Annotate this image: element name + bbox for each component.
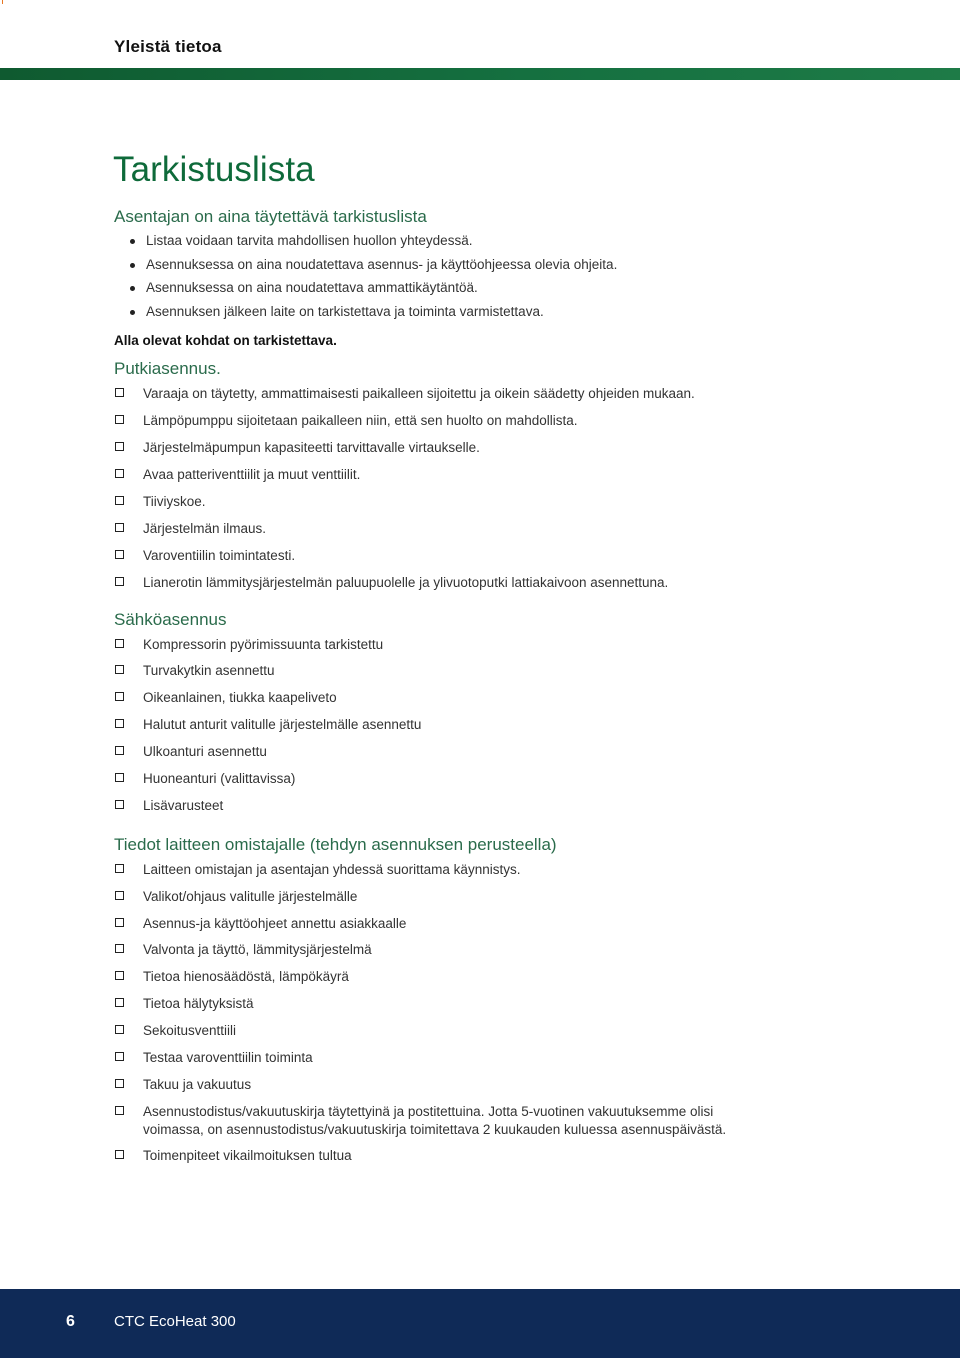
- page-footer: [0, 1289, 960, 1358]
- list-item: Asennuksen jälkeen laite on tarkistettava ja toiminta varmistettava.: [114, 300, 874, 324]
- checklist-item-label: Avaa patteriventtiilit ja muut venttiilit.: [143, 467, 361, 483]
- page-title: Tarkistuslista: [113, 150, 315, 189]
- checkbox-icon[interactable]: [115, 773, 124, 782]
- checklist-item[interactable]: [114, 1045, 874, 1072]
- checklist-item[interactable]: [114, 381, 874, 408]
- checklist-item[interactable]: [114, 739, 874, 766]
- checkbox-icon[interactable]: [115, 1052, 124, 1061]
- checklist-item[interactable]: [114, 911, 874, 938]
- checkbox-icon[interactable]: [115, 577, 124, 586]
- checkbox-icon[interactable]: [115, 639, 124, 648]
- installer-bullet-list: [114, 229, 874, 323]
- checkbox-icon[interactable]: [115, 388, 124, 397]
- list-item: Listaa voidaan tarvita mahdollisen huollon yhteydessä.: [114, 229, 874, 253]
- checkbox-icon[interactable]: [115, 998, 124, 1007]
- checklist-item-label: Turvakytkin asennettu: [143, 663, 275, 679]
- checklist-item[interactable]: [114, 658, 874, 685]
- checklist-item[interactable]: [114, 489, 874, 516]
- list-item: Asennuksessa on aina noudatettava asennus- ja käyttöohjeessa olevia ohjeita.: [114, 253, 874, 277]
- checklist-item-label: Lianerotin lämmitysjärjestelmän paluupuolelle ja ylivuotoputki lattiakaivoon asennettuna.: [143, 574, 669, 590]
- header-bar: [0, 68, 960, 80]
- checkbox-icon[interactable]: [115, 496, 124, 505]
- checklist-item[interactable]: [114, 712, 874, 739]
- checkbox-icon[interactable]: [115, 746, 124, 755]
- checklist-item[interactable]: [114, 937, 874, 964]
- owner-checklist: [114, 857, 874, 1170]
- checklist-item[interactable]: [114, 632, 874, 659]
- page-number: 6: [66, 1313, 75, 1330]
- checkbox-icon[interactable]: [115, 415, 124, 424]
- checkbox-icon[interactable]: [115, 442, 124, 451]
- checklist-item[interactable]: [114, 1099, 874, 1143]
- checkbox-icon[interactable]: [115, 800, 124, 809]
- checklist-item-label: Ulkoanturi asennettu: [143, 744, 267, 760]
- checklist-item-label: Varoventiilin toimintatesti.: [143, 547, 296, 563]
- checkbox-icon[interactable]: [115, 692, 124, 701]
- checklist-item[interactable]: [114, 884, 874, 911]
- checklist-item-label: Testaa varoventtiilin toiminta: [143, 1049, 313, 1065]
- checklist-item[interactable]: [114, 857, 874, 884]
- checklist-item-label: Varaaja on täytetty, ammattimaisesti paikalleen sijoitettu ja oikein säädetty ohjeiden mukaan.: [143, 386, 695, 402]
- checkbox-icon[interactable]: [115, 1106, 124, 1115]
- plumbing-section-title: Putkiasennus.: [114, 359, 221, 379]
- checklist-item[interactable]: [114, 408, 874, 435]
- installer-section-title: Asentajan on aina täytettävä tarkistuslista: [114, 207, 427, 226]
- checkbox-icon[interactable]: [115, 944, 124, 953]
- checkbox-icon[interactable]: [115, 864, 124, 873]
- checklist-item[interactable]: [114, 435, 874, 462]
- checklist-item-label: Tiiviyskoe.: [143, 493, 206, 509]
- check-note: Alla olevat kohdat on tarkistettava.: [114, 333, 337, 349]
- checklist-item[interactable]: [114, 462, 874, 489]
- checklist-item-label: Oikeanlainen, tiukka kaapeliveto: [143, 690, 337, 706]
- checklist-item-label: Takuu ja vakuutus: [143, 1076, 252, 1092]
- product-name: CTC EcoHeat 300: [114, 1313, 236, 1330]
- checkbox-icon[interactable]: [115, 1150, 124, 1159]
- checkbox-icon[interactable]: [115, 523, 124, 532]
- checklist-item[interactable]: [114, 570, 874, 597]
- checklist-item-label: Asennus-ja käyttöohjeet annettu asiakkaalle: [143, 915, 407, 931]
- checklist-content: [114, 205, 874, 1170]
- owner-section-title: Tiedot laitteen omistajalle (tehdyn asennuksen perusteella): [114, 834, 557, 854]
- checklist-item-label: Lisävarusteet: [143, 797, 224, 813]
- checklist-item-label: Sekoitusventtiili: [143, 1023, 237, 1039]
- checklist-item[interactable]: [114, 793, 874, 820]
- checklist-item-label: Kompressorin pyörimissuunta tarkistettu: [143, 636, 384, 652]
- electrical-section-title: Sähköasennus: [114, 609, 227, 629]
- electrical-checklist: [114, 632, 874, 820]
- checkbox-icon[interactable]: [115, 971, 124, 980]
- checklist-item-label: Toimenpiteet vikailmoituksen tultua: [143, 1147, 352, 1163]
- checklist-item-label: Halutut anturit valitulle järjestelmälle asennettu: [143, 717, 422, 733]
- checkbox-icon[interactable]: [115, 719, 124, 728]
- checklist-item-label: Asennustodistus/vakuutuskirja täytettyinä ja postitettuina. Jotta 5-vuotinen vakuutuksemme olisi voimassa, on asennustodistus/vakuutuskirja toimitettava 2 kuukauden kuluessa asennuspäivästä.: [143, 1103, 727, 1137]
- checklist-item-label: Tietoa hienosäädöstä, lämpökäyrä: [143, 969, 349, 985]
- checklist-item[interactable]: [114, 991, 874, 1018]
- checkbox-icon[interactable]: [115, 665, 124, 674]
- checklist-item-label: Järjestelmän ilmaus.: [143, 520, 267, 536]
- checklist-item-label: Tietoa hälytyksistä: [143, 996, 254, 1012]
- checklist-item-label: Valikot/ohjaus valitulle järjestelmälle: [143, 888, 358, 904]
- checklist-item-label: Laitteen omistajan ja asentajan yhdessä suorittama käynnistys.: [143, 861, 521, 877]
- checkbox-icon[interactable]: [115, 1025, 124, 1034]
- checkbox-icon[interactable]: [115, 550, 124, 559]
- checkbox-icon[interactable]: [115, 469, 124, 478]
- checklist-item-label: Huoneanturi (valittavissa): [143, 770, 296, 786]
- list-item: Asennuksessa on aina noudatettava ammattikäytäntöä.: [114, 276, 874, 300]
- checklist-item[interactable]: [114, 543, 874, 570]
- checklist-item[interactable]: [114, 964, 874, 991]
- checklist-item-label: Valvonta ja täyttö, lämmitysjärjestelmä: [143, 942, 372, 958]
- header-title: Yleistä tietoa: [114, 37, 222, 56]
- crop-mark: [2, 0, 3, 4]
- plumbing-checklist: [114, 381, 874, 596]
- checkbox-icon[interactable]: [115, 891, 124, 900]
- checklist-item[interactable]: [114, 766, 874, 793]
- checklist-item-label: Järjestelmäpumpun kapasiteetti tarvittavalle virtaukselle.: [143, 440, 480, 456]
- checklist-item[interactable]: [114, 516, 874, 543]
- checkbox-icon[interactable]: [115, 918, 124, 927]
- checklist-item[interactable]: [114, 685, 874, 712]
- checklist-item-label: Lämpöpumppu sijoitetaan paikalleen niin, että sen huolto on mahdollista.: [143, 413, 578, 429]
- checkbox-icon[interactable]: [115, 1079, 124, 1088]
- checklist-item[interactable]: [114, 1072, 874, 1099]
- checklist-item[interactable]: [114, 1018, 874, 1045]
- checklist-item[interactable]: [114, 1143, 874, 1170]
